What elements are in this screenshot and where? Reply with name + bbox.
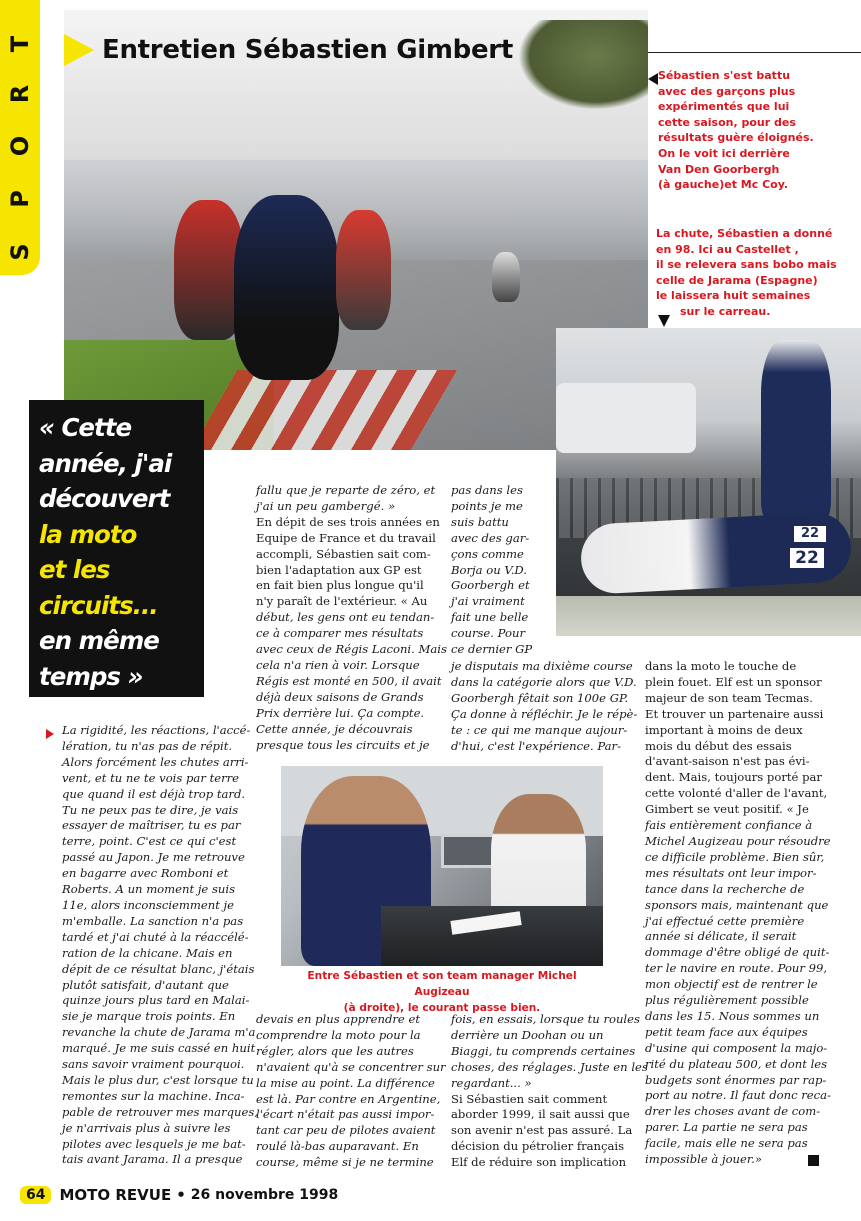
article-text-line: te : ce qui me manque aujour- xyxy=(451,722,628,737)
bike-number: 22 xyxy=(788,546,826,570)
article-text-line: Si Sébastien sait comment xyxy=(451,1091,608,1106)
caption-line: sur le carreau. xyxy=(680,304,771,318)
article-text-line: en fait bien plus longue qu'il xyxy=(256,578,424,593)
article-text-line: dent. Mais, toujours porté par xyxy=(645,770,822,785)
caption-line: expérimentés que lui xyxy=(658,100,790,114)
rider-center xyxy=(234,195,339,380)
article-text-line: Cette année, je découvrais xyxy=(256,721,413,736)
article-text-line: dans la moto le touche de xyxy=(645,659,797,673)
article-text-line: choses, des réglages. Juste en les xyxy=(451,1059,648,1074)
article-text-line: tardé et j'ai chuté à la réaccélé- xyxy=(62,929,249,944)
article-column-2-bottom xyxy=(256,1012,446,1171)
article-text-line: Michel Augizeau pour résoudre xyxy=(645,833,831,848)
article-text-line: essayer de maîtriser, tu es par xyxy=(62,818,241,833)
article-text-line: drer les choses avant de com- xyxy=(645,1104,821,1119)
crash-photo xyxy=(556,328,861,636)
article-text-line: sie je marque trois points. En xyxy=(62,1009,236,1024)
page-number: 64 xyxy=(20,1186,51,1204)
article-text-line: cela n'a rien à voir. Lorsque xyxy=(256,657,420,672)
article-text-line: j'ai effectué cette première xyxy=(645,913,805,928)
article-text-line: fait une belle xyxy=(451,610,529,625)
article-text-line: d'hui, c'est l'expérience. Par- xyxy=(451,738,621,753)
photo-kerb xyxy=(191,370,457,450)
article-text-line: je disputais ma dixième course xyxy=(451,659,633,673)
article-text-line: Et trouver un partenaire aussi xyxy=(645,706,824,721)
article-text-line: Roberts. A un moment je suis xyxy=(62,882,236,897)
article-text-line: Gimbert se veut positif. « Je xyxy=(645,802,809,817)
issue-date: 26 novembre 1998 xyxy=(190,1187,339,1203)
photo-trees xyxy=(518,20,648,110)
article-text-line: marqué. Je me suis cassé en huit xyxy=(62,1041,256,1056)
rider-standing xyxy=(761,340,831,520)
article-text-line: année si délicate, il serait xyxy=(645,929,797,944)
footer-separator: • xyxy=(176,1186,186,1204)
article-text-line: ration de la chicane. Mais en xyxy=(62,945,233,960)
article-text-line: important à moins de deux xyxy=(645,722,803,737)
section-tab-letter: S xyxy=(6,243,34,261)
article-text-line: majeur de son team Tecmas. xyxy=(645,690,813,705)
article-text-line: mes résultats ont leur impor- xyxy=(645,865,817,880)
caption-line: (à droite), le courant passe bien. xyxy=(343,1002,541,1014)
article-text-line: dommage d'être obligé de quit- xyxy=(645,945,830,960)
caption-line: résultats guère éloignés. xyxy=(658,131,814,145)
pull-quote xyxy=(29,400,204,697)
article-text-line: début, les gens ont eu tendan- xyxy=(256,610,435,625)
end-mark-icon xyxy=(808,1155,819,1166)
article-text-line: tais avant Jarama. Il a presque xyxy=(62,1152,243,1167)
article-title: Entretien Sébastien Gimbert xyxy=(102,35,513,65)
article-text-line: budgets sont énormes par rap- xyxy=(645,1072,827,1087)
article-text-line: points je me xyxy=(451,498,523,513)
photo-caption-race xyxy=(658,68,858,193)
article-text-line: revanche la chute de Jarama m'a xyxy=(62,1025,256,1040)
pull-quote-line: découvert xyxy=(39,484,170,513)
article-text-line: n'avaient qu'à se concentrer sur xyxy=(256,1059,446,1074)
rider-far xyxy=(492,252,520,302)
article-text-line: ce difficile problème. Bien sûr, xyxy=(645,849,825,864)
article-column-3-mid xyxy=(451,659,638,754)
article-text-line: Equipe de France et du travail xyxy=(256,530,436,545)
article-text-line: aborder 1999, il sait aussi que xyxy=(451,1107,630,1122)
article-text-line: 11e, alors inconsciemment je xyxy=(62,897,235,912)
section-tab-sport xyxy=(0,0,40,275)
article-text-line: dans les 15. Nous sommes un xyxy=(645,1008,820,1023)
article-text-line: plein fouet. Elf est un sponsor xyxy=(645,674,822,689)
article-text-line: j'ai vraiment xyxy=(451,594,525,609)
caption-line: Entre Sébastien et son team manager Michel Augizeau xyxy=(307,970,577,998)
caption-line: La chute, Sébastien a donné xyxy=(656,227,833,240)
article-text-line: Ça donne à réfléchir. Je le répè- xyxy=(451,706,638,721)
article-text-line: course, même si je ne termine xyxy=(256,1155,434,1170)
article-text-line: cette volonté d'aller de l'avant, xyxy=(645,786,828,801)
article-text-line: Biaggi, tu comprends certaines xyxy=(451,1043,636,1058)
article-text-line: Borja ou V.D. xyxy=(451,562,527,577)
interview-photo xyxy=(281,766,603,966)
article-text-line: que quand il est déjà trop tard. xyxy=(62,786,246,801)
article-column-2-top xyxy=(256,483,447,753)
article-text-line: presque tous les circuits et je xyxy=(256,737,430,752)
article-text-line: lération, tu n'as pas de répit. xyxy=(62,738,233,753)
article-text-line: passé au Japon. Je me retrouve xyxy=(62,850,245,865)
article-text-line: impossible à jouer.» xyxy=(645,1152,762,1167)
article-text-line: ce dernier GP xyxy=(451,642,533,657)
article-text-line: Elf de réduire son implication xyxy=(451,1155,627,1170)
article-text-line: pable de retrouver mes marques, xyxy=(62,1104,258,1119)
pull-quote-line: en même xyxy=(39,626,159,655)
article-text-line: régler, alors que les autres xyxy=(256,1043,414,1058)
article-text-line: décision du pétrolier français xyxy=(451,1139,625,1154)
article-text-line: tance dans la recherche de xyxy=(645,881,805,896)
article-text-line: En dépit de ses trois années en xyxy=(256,514,440,529)
article-text-line: avec des gar- xyxy=(451,530,530,545)
article-text-line: m'emballe. La sanction n'a pas xyxy=(62,913,244,928)
photo-vehicle xyxy=(556,383,696,453)
photo-grass xyxy=(556,596,861,636)
divider xyxy=(648,52,861,53)
article-text-line: ce à comparer mes résultats xyxy=(256,626,424,641)
article-text-line: dans la catégorie alors que V.D. xyxy=(451,674,637,689)
article-text-line: d'usine qui composent la majo- xyxy=(645,1040,828,1055)
article-text-line: l'écart n'était pas aussi impor- xyxy=(256,1107,435,1122)
page-footer xyxy=(20,1186,338,1204)
section-tab-letter: O xyxy=(6,135,34,157)
pull-quote-line: circuits... xyxy=(39,590,158,620)
article-text-line: la mise au point. La différence xyxy=(256,1075,435,1090)
article-text-line: sans savoir vraiment pourquoi. xyxy=(62,1057,245,1072)
article-text-line: en bagarre avec Romboni et xyxy=(62,866,229,881)
headline-triangle-icon xyxy=(64,34,94,66)
article-text-line: terre, point. C'est ce qui c'est xyxy=(62,834,237,849)
pull-quote-line: et les xyxy=(39,555,110,584)
caption-line: il se relevera sans bobo mais xyxy=(656,258,837,272)
article-text-line: sponsors mais, maintenant que xyxy=(645,897,829,912)
photo-caption-fall xyxy=(656,226,861,320)
article-text-line: Prix derrière lui. Ça compte. xyxy=(256,705,425,720)
article-text-line: regardant... » xyxy=(451,1075,532,1090)
caption-line: avec des garçons plus xyxy=(658,84,796,98)
pull-quote-line: la moto xyxy=(39,519,137,549)
article-text-line: mon objectif est de rentrer le xyxy=(645,977,818,992)
bike-number: 22 xyxy=(792,524,828,544)
article-text-line: n'y paraît de l'extérieur. « Au xyxy=(256,594,428,609)
article-text-line: déjà deux saisons de Grands xyxy=(256,689,424,704)
article-text-line: plutôt satisfait, d'autant que xyxy=(62,977,229,992)
article-text-line: suis battu xyxy=(451,514,509,529)
section-tab-letter: R xyxy=(6,84,34,104)
article-text-line: plus régulièrement possible xyxy=(645,993,809,1008)
article-text-line: fois, en essais, lorsque tu roules xyxy=(451,1012,640,1026)
article-text-line: Goorbergh et xyxy=(451,578,530,593)
article-text-line: dépit de ce résultat blanc, j'étais xyxy=(62,961,255,976)
article-text-line: devais en plus apprendre et xyxy=(256,1012,420,1026)
caption-line: en 98. Ici au Castellet , xyxy=(656,242,799,256)
article-text-line: fallu que je reparte de zéro, et xyxy=(256,483,436,497)
article-text-line: petit team face aux équipes xyxy=(645,1024,808,1039)
article-text-line: Régis est monté en 500, il avait xyxy=(256,673,442,688)
article-text-line: parer. La partie ne sera pas xyxy=(645,1120,808,1135)
article-text-line: port au notre. Il faut donc reca- xyxy=(645,1088,831,1103)
article-text-line: rité du plateau 500, et dont les xyxy=(645,1056,828,1071)
article-text-line: course. Pour xyxy=(451,626,525,641)
article-column-4 xyxy=(645,659,831,1168)
pull-quote-line: temps » xyxy=(39,661,143,691)
caption-line: celle de Jarama (Espagne) xyxy=(656,273,818,287)
article-text-line: fais entièrement confiance à xyxy=(645,818,813,833)
headline-block xyxy=(64,32,513,68)
article-text-line: est là. Par contre en Argentine, xyxy=(256,1091,441,1106)
caption-line: Van Den Goorbergh xyxy=(658,162,780,176)
article-column-1 xyxy=(62,723,258,1168)
section-tab-letter: T xyxy=(6,35,34,53)
pull-quote-line: année, j'ai xyxy=(39,448,172,478)
magazine-name: MOTO REVUE xyxy=(59,1186,172,1204)
article-text-line: roulé là-bas auparavant. En xyxy=(256,1139,419,1154)
article-text-line: facile, mais elle ne sera pas xyxy=(645,1136,808,1151)
article-text-line: comprendre la moto pour la xyxy=(256,1027,421,1042)
article-text-line: accompli, Sébastien sait com- xyxy=(256,546,431,561)
caption-line: Sébastien s'est battu xyxy=(658,69,791,82)
article-text-line: avec ceux de Régis Laconi. Mais xyxy=(256,642,447,657)
article-text-line: derrière un Doohan ou un xyxy=(451,1027,604,1042)
rider-right xyxy=(336,210,391,330)
article-text-line: son avenir n'est pas assuré. La xyxy=(451,1123,633,1138)
article-text-line: vent, et tu ne te vois par terre xyxy=(62,770,240,785)
paragraph-bullet-icon xyxy=(46,729,54,739)
article-text-line: Alors forcément les chutes arri- xyxy=(62,754,249,769)
caption-line: (à gauche)et Mc Coy. xyxy=(658,178,789,192)
caption-line: cette saison, pour des xyxy=(658,115,796,129)
caption-pointer-left-icon xyxy=(648,73,658,85)
article-text-line: pilotes avec lesquels je me bat- xyxy=(62,1136,246,1151)
caption-line: On le voit ici derrière xyxy=(658,146,790,160)
section-tab-letter: P xyxy=(6,190,34,208)
article-text-line: quinze jours plus tard en Malai- xyxy=(62,993,250,1008)
article-column-3-top xyxy=(451,483,531,658)
caption-line: le laissera huit semaines xyxy=(656,289,811,303)
article-text-line: ter le navire en route. Pour 99, xyxy=(645,961,828,976)
article-text-line: mois du début des essais xyxy=(645,738,792,753)
article-text-line: Tu ne peux pas te dire, je vais xyxy=(62,802,239,817)
article-text-line: d'avant-saison n'est pas évi- xyxy=(645,754,810,769)
pull-quote-line: « Cette xyxy=(39,413,132,442)
article-text-line: tant car peu de pilotes avaient xyxy=(256,1123,436,1138)
photo-caption-interview xyxy=(281,968,603,1016)
article-text-line: çons comme xyxy=(451,546,524,561)
article-text-line: bien l'adaptation aux GP est xyxy=(256,562,422,577)
article-text-line: j'ai un peu gambergé. » xyxy=(256,498,396,513)
article-text-line: La rigidité, les réactions, l'accé- xyxy=(62,723,251,737)
article-text-line: pas dans les xyxy=(451,483,523,497)
article-text-line: Goorbergh fêtait son 100e GP. xyxy=(451,690,629,705)
caption-pointer-down-icon xyxy=(658,315,670,327)
article-text-line: remontes sur la machine. Inca- xyxy=(62,1088,245,1103)
article-column-3-bottom xyxy=(451,1012,648,1171)
article-text-line: je n'arrivais plus à suivre les xyxy=(62,1120,231,1135)
article-text-line: Mais le plus dur, c'est lorsque tu xyxy=(62,1072,254,1087)
